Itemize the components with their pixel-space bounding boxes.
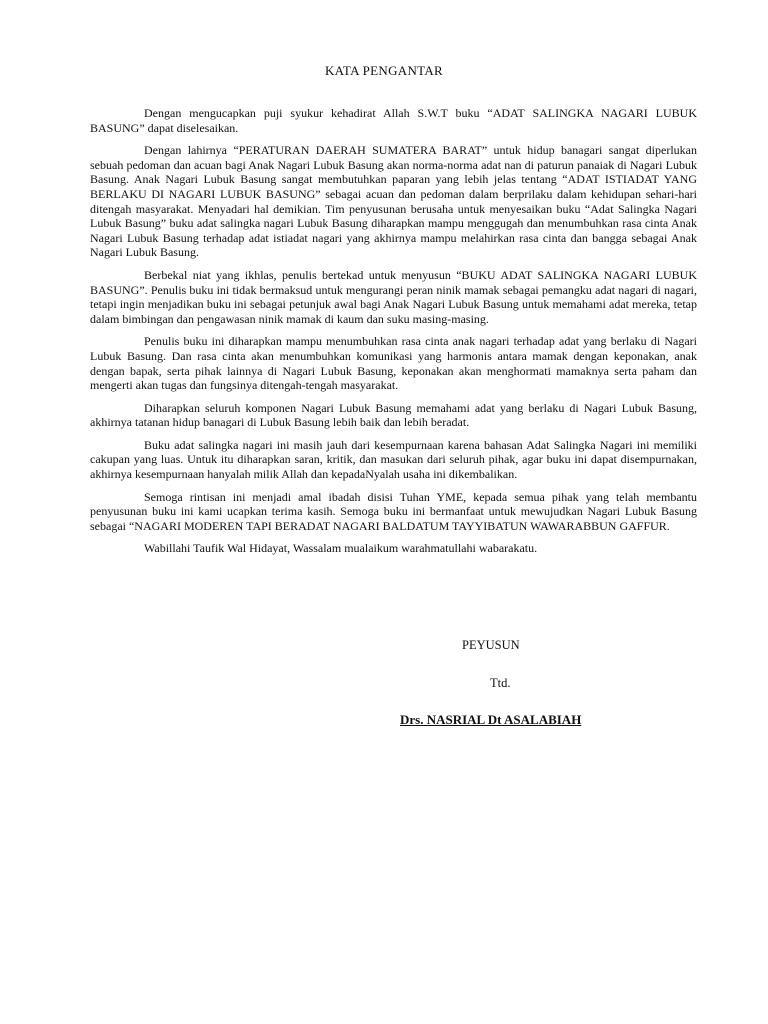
paragraph-7: Semoga rintisan ini menjadi amal ibadah disisi Tuhan YME, kepada semua pihak yang telah membantu penyusunan buku ini kami ucapkan terima kasih. Semoga buku ini bermanfaat untuk mewujudkan Nagari Lubuk Basung sebagai “NAGARI MODEREN TAPI BERADAT NAGARI BALDATUM TAYYIBATUN WAWARABBUN GAFFUR.	[90, 489, 697, 533]
paragraph-1: Dengan mengucapkan puji syukur kehadirat Allah S.W.T buku “ADAT SALINGKA NAGARI LUBUK BASUNG” dapat diselesaikan.	[90, 106, 697, 135]
paragraph-5: Diharapkan seluruh komponen Nagari Lubuk Basung memahami adat yang berlaku di Nagari Lubuk Basung, akhirnya tatanan hidup banagari di Lubuk Basung lebih baik dan lebih beradat.	[90, 400, 697, 430]
signature-role: PEYUSUN	[462, 638, 520, 652]
signature-block	[0, 637, 768, 737]
document-body	[90, 106, 697, 564]
paragraph-8: Wabillahi Taufik Wal Hidayat, Wassalam mualaikum warahmatullahi wabarakatu.	[144, 541, 538, 556]
signer-name: Drs. NASRIAL Dt ASALABIAH	[400, 712, 582, 727]
document-title: KATA PENGANTAR	[324, 63, 444, 78]
paragraph-6: Buku adat salingka nagari ini masih jauh dari kesempurnaan karena bahasan Adat Salingka Nagari ini memiliki cakupan yang luas. Untuk itu diharapkan saran, kritik, dan masukan dari seluruh pihak, agar buku ini dapat disempurnakan, akhirnya kesempurnaan hanyalah milik Allah dan kepadaNyalah usaha ini dikembalikan.	[90, 437, 697, 482]
paragraph-3: Berbekal niat yang ikhlas, penulis bertekad untuk menyusun “BUKU ADAT SALINGKA NAGARI LUBUK BASUNG”. Penulis buku ini tidak bermaksud untuk mengurangi peran ninik mamak sebagai pemangku adat nagari di nagari, tetapi ingin menjadikan buku ini sebagai petunjuk awal bagi Anak Nagari Lubuk Basung untuk memahami adat mereka, tetap dalam bimbingan dan pengawasan ninik mamak di kaum dan suku masing-masing.	[90, 267, 697, 326]
signature-ttd: Ttd.	[490, 676, 511, 690]
paragraph-4: Penulis buku ini diharapkan mampu menumbuhkan rasa cinta anak nagari terhadap adat yang berlaku di Nagari Lubuk Basung. Dan rasa cinta akan menumbuhkan komunikasi yang harmonis antara mamak dengan keponakan, anak dengan bapak, serta pihak lainnya di Nagari Lubuk Basung, keponakan akan menghormati mamaknya serta paham dan mengerti akan tugas dan fungsinya ditengah-tengah masyarakat.	[90, 334, 697, 393]
paragraph-2: Dengan lahirnya “PERATURAN DAERAH SUMATERA BARAT” untuk hidup banagari sangat diperlukan sebuah pedoman dan acuan bagi Anak Nagari Lubuk Basung akan norma-norma adat nan di paturun panaiak di Nagari Lubuk Basung. Anak Nagari Lubuk Basung sangat membutuhkan paparan yang lebih jelas tentang “ADAT ISTIADAT YANG BERLAKU DI NAGARI LUBUK BASUNG” sebagai acuan dan pedoman dalam berprilaku dalam kehidupan sehari-hari ditengah masyarakat. Menyadari hal demikian. Tim penyusunan berusaha untuk menyesaikan buku “Adat Salingka Nagari Lubuk Basung” buku adat salingka nagari Lubuk Basung diharapkan mampu menggugah dan menumbuhkan rasa cinta Anak Nagari Lubuk Basung terhadap adat istiadat nagari yang akhirnya mampu melahirkan rasa cinta dan bangga sebagai Anak Nagari Lubuk Basung.	[90, 143, 697, 260]
